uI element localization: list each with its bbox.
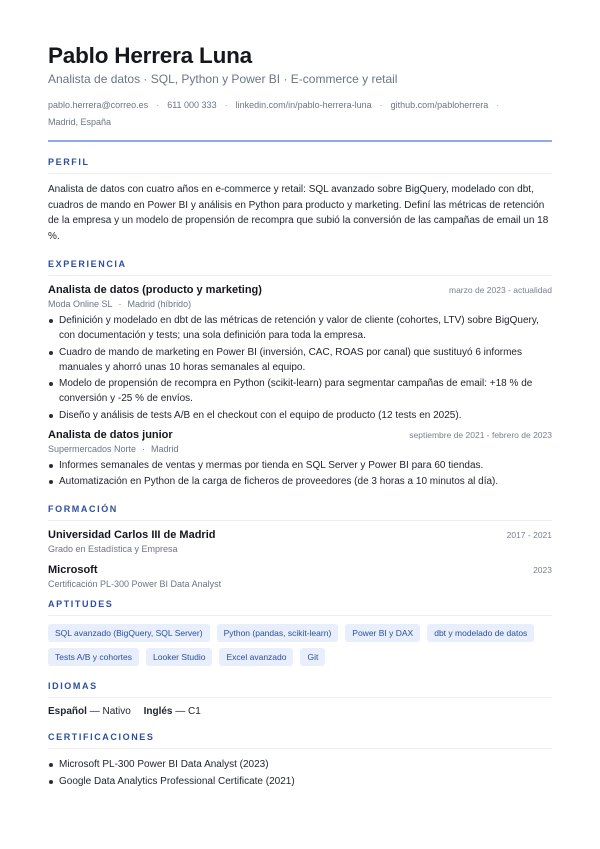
section-title-education: FORMACIÓN bbox=[48, 504, 552, 521]
contact-email[interactable]: pablo.herrera@correo.es bbox=[48, 100, 149, 110]
skill-chip: Power BI y DAX bbox=[345, 624, 420, 642]
job-company: Supermercados Norte bbox=[48, 443, 137, 454]
job-bullet: Automatización en Python de la carga de ficheros de proveedores (de 3 horas a 10 minutos al día). bbox=[48, 474, 552, 489]
job-dates: marzo de 2023 - actualidad bbox=[448, 285, 552, 295]
skills-list bbox=[48, 624, 552, 666]
separator-dot: · bbox=[142, 443, 146, 454]
section-title-profile: PERFIL bbox=[48, 157, 552, 174]
candidate-headline: Analista de datos · SQL, Python y Power BI · E-commerce y retail bbox=[48, 72, 398, 86]
job-bullet: Modelo de propensión de recompra en Python (scikit-learn) para segmentar campañas de email: +18 % de conversión y -25 % de envíos. bbox=[48, 376, 552, 406]
separator-dot: · bbox=[118, 299, 122, 309]
job-bullet: Cuadro de mando de marketing en Power BI (inversión, CAC, ROAS por canal) que sustituyó 6 informes manuales y ahorró unas 10 horas semanales al equipo. bbox=[48, 345, 552, 375]
education-degree: Certificación PL-300 Power BI Data Analyst bbox=[48, 579, 222, 589]
skill-chip: Looker Studio bbox=[146, 648, 212, 666]
language-name: Español bbox=[48, 706, 87, 717]
resume-header bbox=[48, 42, 552, 142]
job-location: Madrid (híbrido) bbox=[127, 299, 192, 309]
job-bullet: Diseño y análisis de tests A/B en el checkout con el equipo de producto (12 tests en 2025). bbox=[48, 408, 552, 423]
skill-chip: dbt y modelado de datos bbox=[427, 624, 534, 642]
profile-text: Analista de datos con cuatro años en e-commerce y retail: SQL avanzado sobre BigQuery, modelado con dbt, cuadros de mando en Power BI y análisis en Python para producto y marketing. Definí las métricas de retención de la empresa y un modelo de propensión de recompra que subió la conversión de las campañas de email un 18 %. bbox=[48, 184, 549, 242]
contact-linkedin[interactable]: linkedin.com/in/pablo-herrera-luna bbox=[235, 100, 372, 110]
job-entry bbox=[48, 284, 552, 423]
candidate-name: Pablo Herrera Luna bbox=[48, 43, 252, 68]
education-institution: Microsoft bbox=[48, 564, 98, 576]
education-dates: 2017 - 2021 bbox=[506, 530, 552, 540]
certification-item: Microsoft PL-300 Power BI Data Analyst (2023) bbox=[48, 757, 552, 772]
header-divider bbox=[48, 140, 552, 142]
job-entry bbox=[48, 429, 552, 490]
education-section bbox=[48, 504, 552, 589]
skill-chip: Python (pandas, scikit-learn) bbox=[217, 624, 339, 642]
language-name: Inglés bbox=[143, 706, 173, 717]
experience-section bbox=[48, 259, 552, 489]
contact-location: Madrid, España bbox=[48, 117, 112, 127]
certification-item: Google Data Analytics Professional Certificate (2021) bbox=[48, 774, 552, 789]
education-dates: 2023 bbox=[533, 565, 552, 575]
languages-list bbox=[48, 706, 552, 717]
language-item bbox=[144, 706, 201, 717]
education-entry bbox=[48, 529, 552, 554]
job-location: Madrid bbox=[151, 443, 179, 454]
separator-dot: · bbox=[224, 100, 228, 110]
education-entry bbox=[48, 564, 552, 589]
language-item bbox=[48, 706, 131, 717]
separator-dot: · bbox=[379, 100, 383, 110]
language-level: — C1 bbox=[175, 706, 201, 717]
separator-dot: · bbox=[496, 100, 500, 110]
skills-section bbox=[48, 599, 552, 666]
certifications-section bbox=[48, 732, 552, 789]
education-degree: Grado en Estadística y Empresa bbox=[48, 544, 178, 554]
languages-section bbox=[48, 681, 552, 717]
skill-chip: Excel avanzado bbox=[219, 648, 293, 666]
skill-chip: SQL avanzado (BigQuery, SQL Server) bbox=[48, 624, 210, 642]
skill-chip: Tests A/B y cohortes bbox=[48, 648, 139, 666]
skill-chip: Git bbox=[300, 648, 325, 666]
section-title-certifications: CERTIFICACIONES bbox=[48, 732, 552, 749]
section-title-experience: EXPERIENCIA bbox=[48, 259, 552, 276]
job-company: Moda Online SL bbox=[48, 299, 113, 309]
contact-phone[interactable]: 611 000 333 bbox=[167, 100, 217, 110]
contact-github[interactable]: github.com/pabloherrera bbox=[390, 100, 489, 110]
job-bullet: Definición y modelado en dbt de las métricas de retención y valor de cliente (cohortes, LTV) sobre BigQuery, con documentación y tests; una sola definición para toda la empresa. bbox=[48, 313, 552, 343]
profile-section bbox=[48, 157, 552, 244]
section-title-skills: APTITUDES bbox=[48, 599, 552, 616]
section-title-languages: IDIOMAS bbox=[48, 681, 552, 698]
separator-dot: · bbox=[156, 100, 160, 110]
education-institution: Universidad Carlos III de Madrid bbox=[48, 529, 216, 541]
job-dates: septiembre de 2021 - febrero de 2023 bbox=[409, 429, 552, 440]
job-title: Analista de datos (producto y marketing) bbox=[48, 284, 262, 296]
contact-line bbox=[48, 97, 552, 131]
job-title: Analista de datos junior bbox=[48, 428, 173, 441]
language-level: — Nativo bbox=[89, 706, 131, 717]
job-bullet: Informes semanales de ventas y mermas por tienda en SQL Server y Power BI para 60 tiendas. bbox=[48, 458, 552, 473]
